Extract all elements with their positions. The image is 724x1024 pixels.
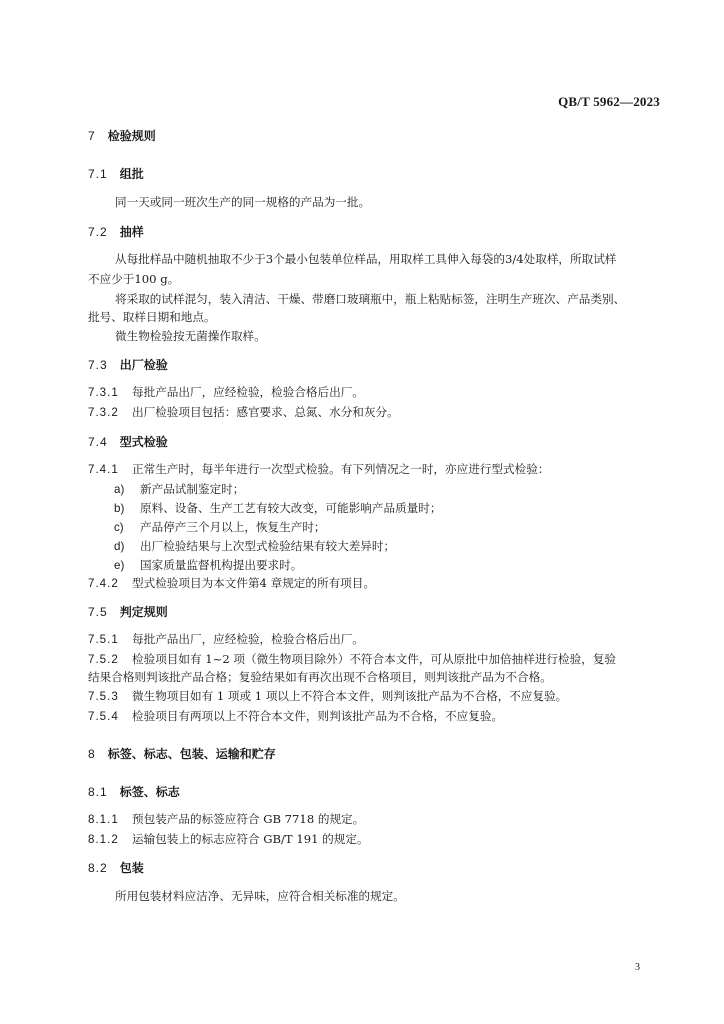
- section-number: 8.2: [88, 861, 108, 875]
- clause-number: 7.4.1: [88, 463, 119, 476]
- list-marker: a): [114, 483, 125, 496]
- section-8-heading: [88, 746, 276, 762]
- paragraph: 不应少于100 g。: [88, 272, 180, 286]
- clause-text: 检验项目如有 1~2 项（微生物项目除外）不符合本文件，可从原批中加倍抽样进行检验，复验: [132, 652, 616, 666]
- list-marker: c): [114, 521, 124, 534]
- section-title: 抽样: [119, 225, 144, 239]
- list-marker: e): [114, 559, 125, 572]
- clause-8-1-2: [88, 831, 369, 848]
- list-marker: d): [114, 540, 125, 553]
- list-text: 国家质量监督机构提出要求时。: [140, 558, 303, 572]
- clause-text: 微生物项目如有 1 项或 1 项以上不符合本文件，则判该批产品为不合格，不应复验。: [132, 689, 568, 703]
- section-7-5-heading: [88, 604, 168, 620]
- section-title: 标签、标志、包装、运输和贮存: [107, 747, 276, 761]
- section-7-1-heading: [88, 166, 144, 182]
- clause-7-5-2: [88, 651, 616, 668]
- clause-text: 预包装产品的标签应符合 GB 7718 的规定。: [132, 812, 365, 826]
- clause-number: 7.5.3: [88, 690, 119, 703]
- list-item: [114, 481, 244, 498]
- clause-7-3-2: [88, 404, 399, 421]
- standard-code: QB/T 5962—2023: [558, 94, 660, 109]
- clause-text: 检验项目有两项以上不符合本文件，则判该批产品为不合格，不应复验。: [132, 709, 504, 723]
- clause-number: 7.5.2: [88, 653, 119, 666]
- section-number: 7.4: [88, 435, 108, 449]
- clause-text: 型式检验项目为本文件第4 章规定的所有项目。: [132, 576, 375, 590]
- list-text: 新产品试制鉴定时；: [140, 482, 245, 496]
- clause-text: 运输包装上的标志应符合 GB/T 191 的规定。: [132, 832, 369, 846]
- section-number: 8.1: [88, 785, 108, 799]
- section-title: 检验规则: [107, 129, 156, 143]
- list-item: [114, 538, 395, 555]
- section-7-4-heading: [88, 434, 168, 450]
- clause-number: 7.4.2: [88, 577, 119, 590]
- clause-number: 7.5.4: [88, 710, 119, 723]
- section-title: 标签、标志: [119, 785, 180, 799]
- section-number: 7.5: [88, 605, 108, 619]
- clause-7-4-2: [88, 575, 375, 592]
- clause-number: 7.3.2: [88, 406, 119, 419]
- section-title: 型式检验: [119, 435, 168, 449]
- clause-7-5-1: [88, 631, 364, 648]
- paragraph: 同一天或同一班次生产的同一规格的产品为一批。: [115, 195, 371, 209]
- list-text: 原料、设备、生产工艺有较大改变，可能影响产品质量时；: [140, 501, 442, 515]
- section-7-heading: [88, 128, 156, 144]
- section-number: 8: [88, 747, 96, 761]
- list-text: 产品停产三个月以上，恢复生产时；: [140, 520, 326, 534]
- section-number: 7.3: [88, 358, 108, 372]
- section-7-2-heading: [88, 224, 144, 240]
- paragraph: 将采取的试样混匀，装入清洁、干燥、带磨口玻璃瓶中，瓶上粘贴标签，注明生产班次、产品类别、: [115, 292, 626, 306]
- clause-8-1-1: [88, 811, 364, 828]
- clause-number: 7.3.1: [88, 386, 119, 399]
- paragraph: 所用包装材料应洁净、无异味，应符合相关标准的规定。: [115, 889, 405, 903]
- clause-7-5-3: [88, 688, 567, 705]
- list-item: [114, 519, 326, 536]
- clause-7-4-1: [88, 461, 549, 478]
- list-item: [114, 500, 441, 517]
- clause-7-5-4: [88, 708, 503, 725]
- section-8-2-heading: [88, 860, 144, 876]
- section-title: 组批: [119, 167, 144, 181]
- clause-text: 出厂检验项目包括：感官要求、总氮、水分和灰分。: [132, 405, 399, 419]
- section-title: 包装: [119, 861, 144, 875]
- section-7-3-heading: [88, 357, 168, 373]
- section-number: 7: [88, 129, 96, 143]
- section-number: 7.2: [88, 225, 108, 239]
- paragraph: 批号、取样日期和地点。: [88, 310, 216, 324]
- section-title: 判定规则: [119, 605, 168, 619]
- section-number: 7.1: [88, 167, 108, 181]
- list-item: [114, 557, 302, 574]
- list-marker: b): [114, 502, 125, 515]
- clause-number: 8.1.1: [88, 813, 119, 826]
- list-text: 出厂检验结果与上次型式检验结果有较大差异时；: [140, 539, 396, 553]
- clause-text: 每批产品出厂，应经检验，检验合格后出厂。: [132, 385, 364, 399]
- clause-text: 正常生产时，每半年进行一次型式检验。有下列情况之一时，亦应进行型式检验：: [132, 462, 550, 476]
- paragraph: 从每批样品中随机抽取不少于3个最小包装单位样品，用取样工具伸入每袋的3/4处取样，所取试样: [115, 252, 617, 266]
- clause-7-3-1: [88, 384, 364, 401]
- paragraph: 微生物检验按无菌操作取样。: [115, 329, 266, 343]
- section-title: 出厂检验: [119, 358, 168, 372]
- clause-text: 每批产品出厂，应经检验，检验合格后出厂。: [132, 632, 364, 646]
- clause-number: 8.1.2: [88, 833, 119, 846]
- page-number: 3: [635, 962, 640, 973]
- section-8-1-heading: [88, 784, 180, 800]
- clause-number: 7.5.1: [88, 633, 119, 646]
- clause-continuation: 结果合格则判该批产品合格；复验结果如有再次出现不合格项目，则判该批产品为不合格。: [88, 670, 552, 684]
